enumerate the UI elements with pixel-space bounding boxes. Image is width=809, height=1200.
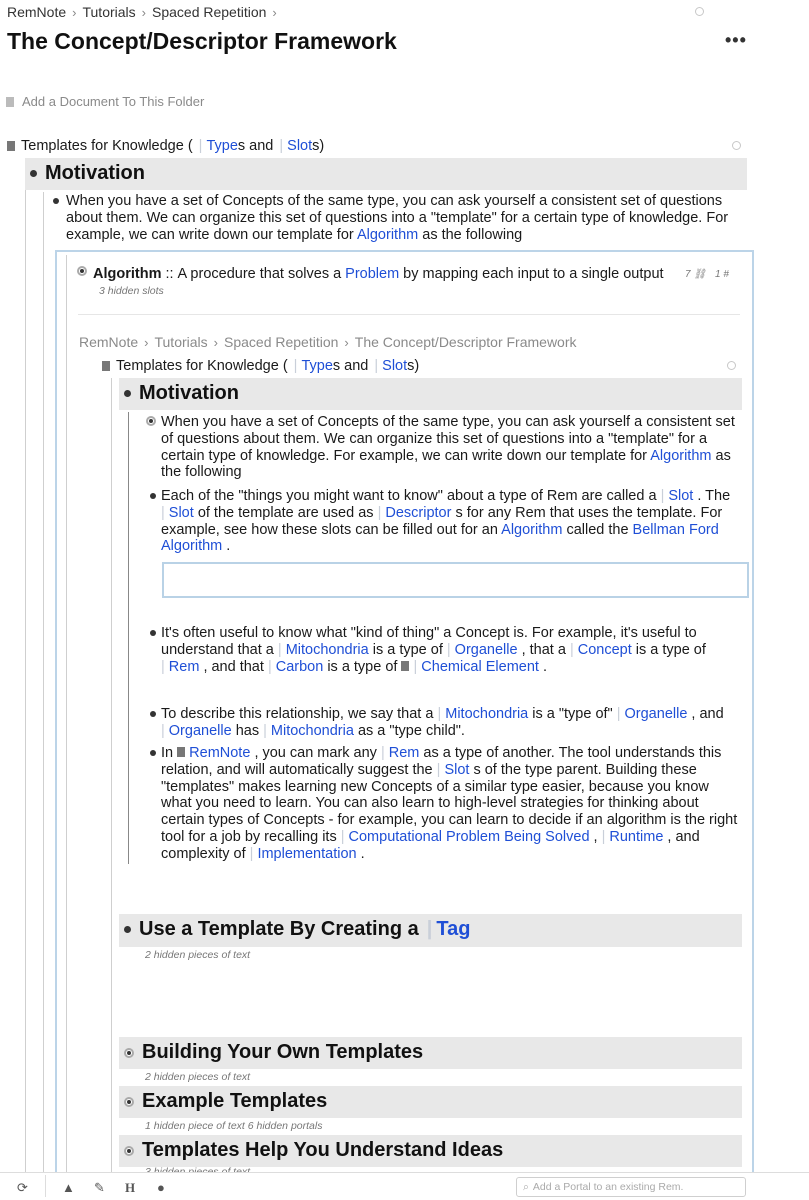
section-heading-text: Example Templates — [142, 1090, 328, 1112]
rem-reference[interactable]: Rem — [168, 658, 200, 675]
hidden-slots-label[interactable]: 3 hidden slots — [99, 285, 164, 297]
p5-text-b: , you can mark any — [254, 745, 377, 761]
p3-text-c: , that a — [521, 641, 566, 658]
rem-reference[interactable]: Rem — [388, 745, 420, 761]
root-slot-suffix: s) — [312, 138, 325, 154]
p2-text-b: . The — [697, 488, 731, 504]
section-heading-text: Use a Template By Creating a — [139, 918, 419, 940]
indent-line — [128, 412, 129, 864]
bullet-icon[interactable] — [124, 926, 131, 933]
rem-status-icon[interactable] — [727, 361, 736, 370]
section-heading-tag[interactable]: Use a Template By Creating a | Tag — [124, 918, 470, 941]
p2-text-f: . — [226, 538, 231, 555]
bullet-icon[interactable] — [124, 1048, 134, 1058]
p1-text-end: as the following — [161, 447, 731, 481]
add-document-label: Add a Document To This Folder — [22, 94, 205, 109]
p4-text-a: To describe this relationship, we say that a — [161, 706, 434, 722]
section-heading-text: Building Your Own Templates — [142, 1041, 424, 1063]
p5-text-c: as a type of another. The tool understands this relation, and will automatically suggest the — [161, 745, 722, 778]
motivation-text-end: as the following — [422, 226, 523, 243]
tags-count-value: 1 — [715, 269, 721, 280]
slot-reference[interactable]: Slot — [287, 138, 313, 154]
breadcrumb-item-tutorials[interactable]: Tutorials — [82, 4, 136, 20]
p4-text-c: , and — [691, 706, 724, 722]
p5-text-f: , and complexity of — [161, 828, 700, 862]
computational-problem-reference[interactable]: Computational Problem Being Solved — [348, 828, 590, 845]
carbon-reference[interactable]: Carbon — [275, 658, 324, 675]
breadcrumb-item-remnote[interactable]: RemNote — [7, 4, 67, 20]
inner-motivation-text: Motivation — [139, 382, 239, 404]
document-icon — [6, 97, 14, 107]
p1-text: When you have a set of Concepts of the same type, you can ask yourself a consistent set of questions about them. We can organize this set of questions into a "template" for a certain type of knowledge. For example, we can write down our template for — [161, 414, 735, 464]
organelle-reference[interactable]: Organelle — [168, 722, 232, 739]
add-document-button[interactable] — [6, 94, 204, 109]
links-count-value: 7 — [685, 269, 691, 280]
indent-line — [111, 378, 112, 1172]
motivation-heading[interactable] — [30, 162, 145, 185]
root-prefix: Templates for Knowledge ( — [21, 138, 193, 154]
algorithm-separator: :: — [165, 266, 174, 282]
status-dot-icon[interactable] — [695, 7, 704, 16]
document-icon — [177, 747, 185, 757]
inner-paragraph-2[interactable]: Each of the "things you might want to know" about a type of Rem are called a | Slot . The | Slot of the template are used as | Descriptor s for any Rem that uses the template. For example, see how these slots can be filled out for an Algorithm called the Bellman Ford Algorithm . — [161, 488, 731, 555]
root-type-suffix: s and — [237, 138, 274, 154]
page-title[interactable]: The Concept/Descriptor Framework — [7, 28, 397, 54]
chevron-right-icon: › — [213, 334, 218, 350]
p3-text-e: , and that — [203, 658, 264, 675]
p4-text-e: as a "type child". — [357, 722, 465, 739]
breadcrumb-item-spaced-repetition[interactable]: Spaced Repetition — [152, 4, 267, 20]
p5-text-a: In — [161, 745, 174, 761]
indent-line — [66, 255, 67, 1172]
hash-icon: # — [723, 269, 729, 280]
p3-text-a: It's often useful to know what "kind of thing" a Concept is. For example, it's useful to understand that a — [161, 625, 697, 658]
bullet-icon[interactable] — [30, 170, 37, 177]
slot-reference[interactable]: Slot — [382, 358, 408, 374]
p5-text-d: s of the type parent. Building these "templates" makes learning new Concepts of a similar type easier, because you know what you need to learn. You can also learn to high-level strategies for thinking about certain types of Concepts - for example, you can learn to decide if an algorithm is the right tool for a job by recalling its — [161, 761, 738, 845]
bullet-icon[interactable] — [150, 630, 156, 636]
inner-paragraph-4[interactable]: To describe this relationship, we say that a | Mitochondria is a "type of" | Organelle , and | Organelle has | Mitochondria as a "type child". — [161, 706, 724, 739]
breadcrumb — [7, 4, 277, 20]
heading-button[interactable]: H — [125, 1180, 136, 1195]
organelle-reference[interactable]: Organelle — [454, 641, 518, 658]
mitochondria-reference[interactable]: Mitochondria — [445, 706, 529, 722]
organelle-reference[interactable]: Organelle — [624, 706, 688, 722]
slot-reference[interactable]: Slot — [668, 488, 694, 504]
portal-search-placeholder: Add a Portal to an existing Rem. — [532, 1181, 684, 1193]
mitochondria-reference[interactable]: Mitochondria — [270, 722, 354, 739]
indent-line — [25, 158, 26, 1172]
bullet-icon[interactable] — [77, 266, 87, 276]
hidden-pieces-label[interactable]: 2 hidden pieces of text — [145, 1071, 251, 1083]
root-rem[interactable]: Templates for Knowledge ( | Types and | Slots) — [7, 138, 324, 155]
slot-reference[interactable]: Slot — [168, 504, 194, 521]
document-icon — [102, 361, 110, 371]
bullet-icon[interactable] — [150, 711, 156, 717]
links-count[interactable] — [685, 269, 706, 280]
section-heading-text: Templates Help You Understand Ideas — [142, 1139, 504, 1161]
p4-text-b: is a "type of" — [532, 706, 613, 722]
bullet-icon[interactable] — [124, 1146, 134, 1156]
type-reference[interactable]: Type — [301, 358, 333, 374]
algorithm-card[interactable] — [93, 266, 664, 283]
bullet-icon[interactable] — [150, 493, 156, 499]
runtime-reference[interactable]: Runtime — [609, 828, 664, 845]
search-icon: ⌕ — [523, 1180, 529, 1193]
inner-root-prefix: Templates for Knowledge ( — [116, 358, 288, 374]
document-icon — [7, 141, 15, 151]
algorithm-term: Algorithm — [93, 266, 162, 282]
bullet-icon[interactable] — [124, 390, 131, 397]
chevron-right-icon: › — [144, 334, 149, 350]
inner-paragraph-1[interactable] — [161, 414, 746, 481]
more-options-button[interactable]: ••• — [725, 30, 747, 50]
p4-text-d: has — [235, 722, 260, 739]
portal-crumb-tutorials[interactable]: Tutorials — [154, 334, 208, 350]
chevron-right-icon: › — [141, 4, 146, 20]
concept-reference[interactable]: Concept — [577, 641, 632, 658]
chemical-element-reference[interactable]: Chemical Element — [421, 658, 539, 675]
p5-text-g: . — [360, 845, 365, 862]
descriptor-reference[interactable]: Descriptor — [385, 504, 452, 521]
record-icon[interactable]: ● — [157, 1180, 165, 1195]
implementation-reference[interactable]: Implementation — [257, 845, 357, 862]
p3-text-d: is a type of — [635, 641, 706, 658]
p3-text-g: . — [542, 658, 548, 675]
algorithm-def-end: by mapping each input to a single output — [403, 266, 664, 282]
type-reference[interactable]: Type — [206, 138, 238, 154]
problem-reference[interactable]: Problem — [345, 266, 400, 282]
tags-count[interactable] — [715, 269, 729, 280]
section-heading-building[interactable] — [124, 1041, 423, 1064]
tag-reference[interactable]: Tag — [436, 918, 471, 940]
portal-crumb-spaced-repetition[interactable]: Spaced Repetition — [224, 334, 339, 350]
chevron-right-icon: › — [272, 4, 277, 20]
motivation-heading-text: Motivation — [45, 162, 145, 184]
bullet-icon[interactable] — [146, 416, 156, 426]
indent-line — [43, 192, 44, 1172]
p2-text-e: called the — [566, 521, 629, 538]
remnote-reference[interactable]: RemNote — [189, 745, 251, 761]
motivation-text: When you have a set of Concepts of the same type, you can ask yourself a consistent set of questions about them. We can organize this set of questions into a "template" for a certain type of knowledge. For example, we can write down our template for — [66, 193, 729, 243]
brush-icon[interactable]: ✎ — [94, 1180, 105, 1195]
slot-reference[interactable]: Slot — [444, 761, 470, 778]
inner-type-suffix: s and — [332, 358, 369, 374]
p3-text-b: is a type of — [372, 641, 443, 658]
p3-text-f: is a type of — [327, 658, 398, 675]
link-icon: ⛓ — [693, 269, 707, 280]
section-heading-examples[interactable] — [124, 1090, 327, 1113]
hidden-pieces-label[interactable]: 2 hidden pieces of text — [145, 949, 251, 961]
hidden-pieces-label[interactable]: 1 hidden piece of text 6 hidden portals — [145, 1120, 323, 1132]
p2-text-c: of the template are used as — [197, 504, 374, 521]
bellman-ford-reference[interactable]: Bellman Ford Algorithm — [161, 521, 719, 555]
motivation-paragraph[interactable] — [66, 193, 736, 243]
portal-crumb-remnote[interactable]: RemNote — [79, 334, 139, 350]
rem-status-icon[interactable] — [732, 141, 741, 150]
section-heading-understand[interactable] — [124, 1139, 503, 1162]
chevron-right-icon: › — [72, 4, 77, 20]
warning-icon[interactable]: ▲ — [62, 1180, 75, 1195]
p5-text-e: , — [593, 828, 598, 845]
divider — [78, 314, 740, 315]
bullet-icon[interactable] — [53, 198, 59, 204]
portal-search-input[interactable] — [516, 1177, 746, 1197]
inner-paragraph-3[interactable]: It's often useful to know what "kind of thing" a Concept is. For example, it's useful to understand that a | Mitochondria is a type of | Organelle , that a | Concept is a type of | Rem , and that | Carbon is a type of | Chemical Element . — [161, 625, 706, 675]
inner-motivation-heading[interactable] — [124, 382, 239, 405]
bullet-icon[interactable] — [124, 1097, 134, 1107]
portal-breadcrumb — [79, 334, 577, 350]
sync-icon[interactable]: ⟳ — [17, 1180, 28, 1195]
mitochondria-reference[interactable]: Mitochondria — [285, 641, 369, 658]
portal-crumb-framework[interactable]: The Concept/Descriptor Framework — [354, 334, 577, 350]
divider — [45, 1175, 46, 1197]
bullet-icon[interactable] — [150, 750, 156, 756]
algorithm-reference[interactable]: Algorithm — [650, 447, 712, 464]
chevron-right-icon: › — [344, 334, 349, 350]
inner-paragraph-5[interactable]: In RemNote , you can mark any | Rem as a type of another. The tool understands this relation, and will automatically suggest the | Slot s of the type parent. Building these "templates" makes learning new Concepts of a similar type easier, because you know what you need to learn. You can also learn to high-level strategies for thinking about certain types of Concepts - for example, you can learn to decide if an algorithm is the right tool for a job by recalling its | Computational Problem Being Solved , | Runtime , and complexity of | Implementation . — [161, 745, 738, 862]
p2-text-d: s for any Rem that uses the template. For example, see how these slots can be filled out for an — [161, 504, 723, 538]
algorithm-def-start: A procedure that solves a — [177, 266, 342, 282]
algorithm-reference[interactable]: Algorithm — [356, 226, 419, 243]
document-icon — [401, 661, 409, 671]
inner-slot-suffix: s) — [407, 358, 420, 374]
p2-text-a: Each of the "things you might want to know" about a type of Rem are called a — [161, 488, 657, 504]
inner-root-rem[interactable]: Templates for Knowledge ( | Types and | Slots) — [102, 358, 419, 375]
algorithm-reference[interactable]: Algorithm — [501, 521, 563, 538]
embedded-input[interactable] — [162, 562, 749, 598]
